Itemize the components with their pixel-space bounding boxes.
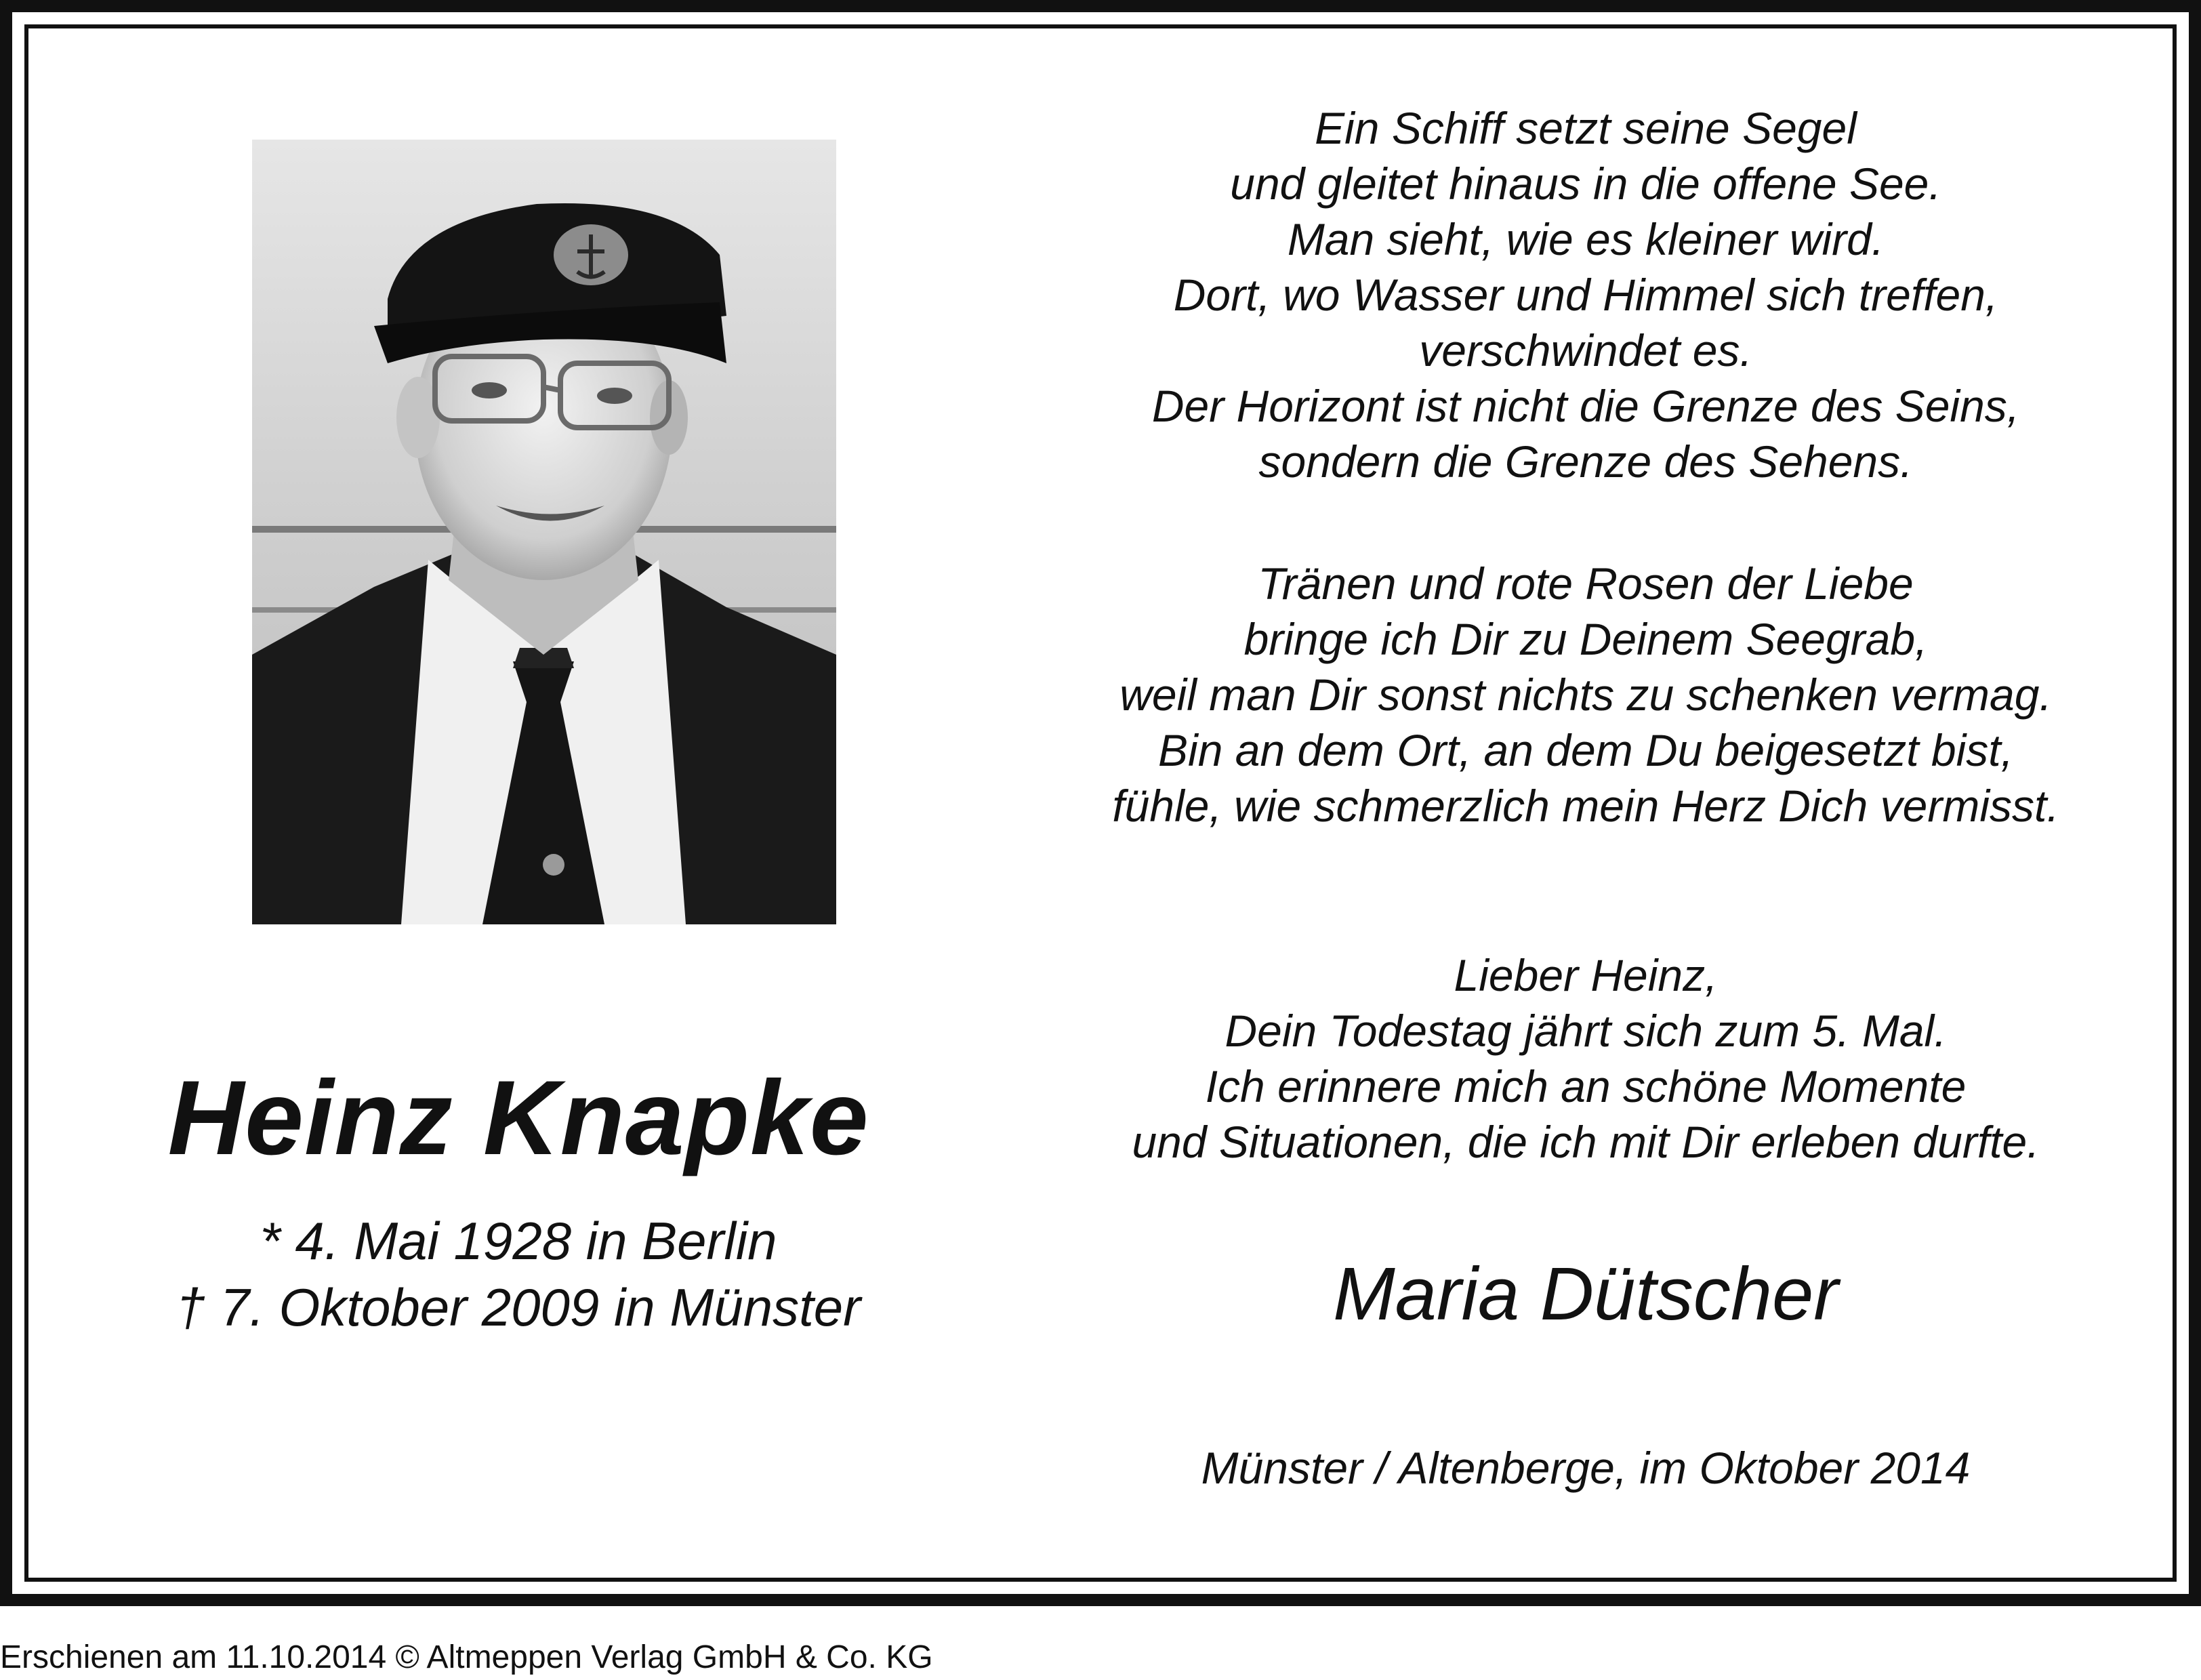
poem-line: Tränen und rote Rosen der Liebe [1258, 558, 1914, 609]
message-line: Ich erinnere mich an schöne Momente [1205, 1061, 1967, 1111]
poem-line: Der Horizont ist nicht die Grenze des Seins, [1151, 381, 2020, 431]
poem-stanza-sailing-ship [1010, 100, 2162, 489]
poem-line: bringe ich Dir zu Deinem Seegrab, [1243, 614, 1928, 664]
death-date-line: † 7. Oktober 2009 in Münster [176, 1277, 861, 1337]
poem-line: und gleitet hinaus in die offene See. [1230, 159, 1941, 209]
life-dates [102, 1208, 935, 1340]
message-line: Dein Todestag jährt sich zum 5. Mal. [1225, 1006, 1947, 1056]
poem-line: Bin an dem Ort, an dem Du beigesetzt bist, [1158, 725, 2013, 775]
poem-line: fühle, wie schmerzlich mein Herz Dich vermisst. [1112, 781, 2059, 831]
publication-footer: Erschienen am 11.10.2014 © Altmeppen Verlag GmbH & Co. KG [0, 1639, 933, 1675]
poem-line: Ein Schiff setzt seine Segel [1315, 103, 1857, 153]
personal-message [1010, 947, 2162, 1170]
poem-line: Man sieht, wie es kleiner wird. [1287, 214, 1885, 264]
poem-line: weil man Dir sonst nichts zu schenken vermag. [1119, 670, 2052, 720]
portrait-photo-graphic [252, 140, 836, 924]
poem-line: Dort, wo Wasser und Himmel sich treffen, [1173, 270, 1998, 320]
message-line: und Situationen, die ich mit Dir erleben durfte. [1132, 1117, 2040, 1167]
place-and-date: Münster / Altenberge, im Oktober 2014 [1201, 1443, 1971, 1493]
signer-name: Maria Dütscher [1333, 1252, 1838, 1336]
message-line: Lieber Heinz, [1454, 950, 1718, 1000]
birth-date-line: * 4. Mai 1928 in Berlin [260, 1211, 777, 1271]
poem-line: verschwindet es. [1419, 325, 1752, 375]
deceased-name: Heinz Knapke [167, 1059, 869, 1177]
poem-line: sondern die Grenze des Sehens. [1258, 436, 1913, 487]
poem-stanza-roses [1010, 556, 2162, 834]
portrait-photo [252, 140, 836, 924]
